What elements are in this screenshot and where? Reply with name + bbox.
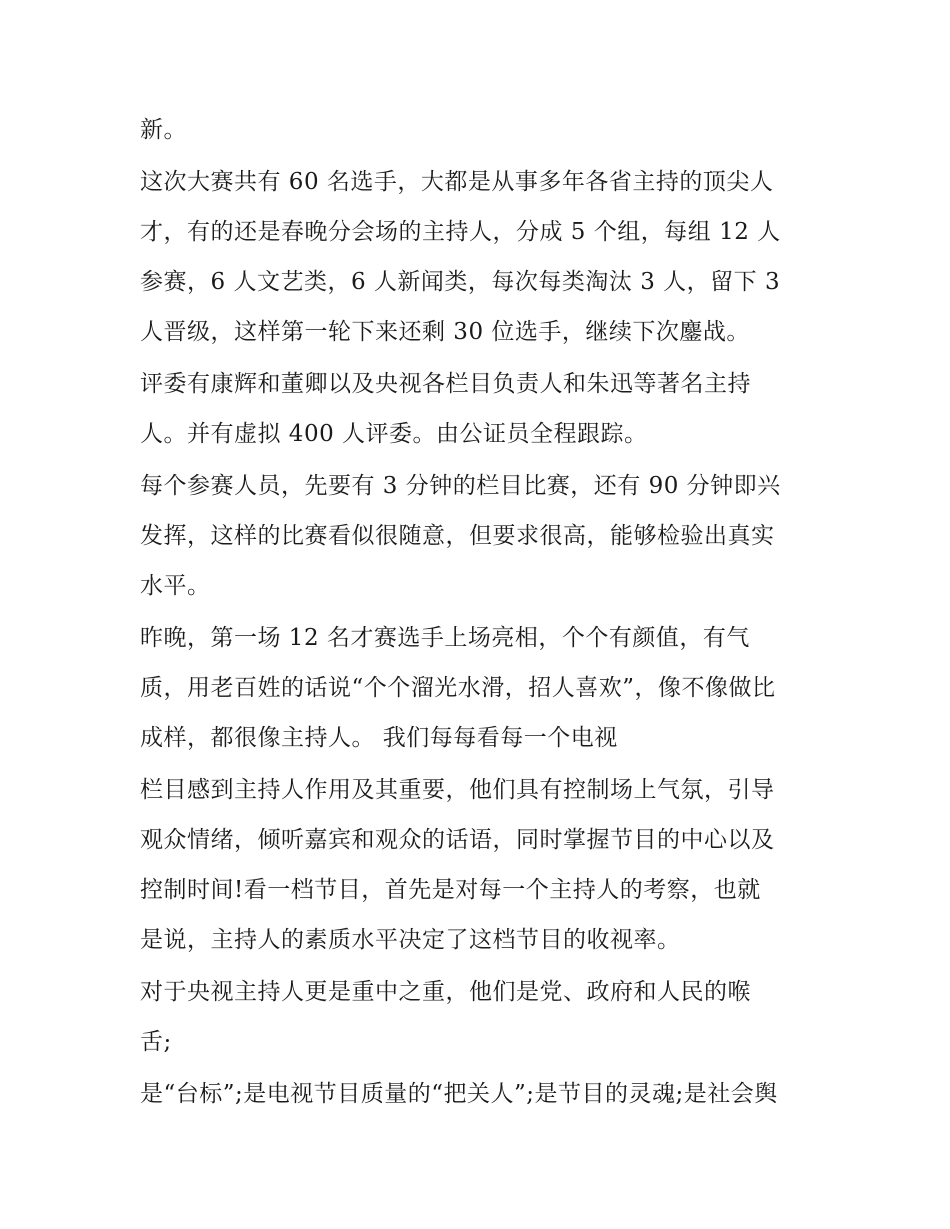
text-line: 新。 bbox=[140, 117, 187, 143]
text-line: 每个参赛人员，先要有 3 分钟的栏目比赛，还有 90 分钟即兴 bbox=[140, 473, 781, 499]
text-line: 是说，主持人的素质水平决定了这档节目的收视率。 bbox=[140, 927, 681, 953]
text-line: 对于央视主持人更是重中之重，他们是党、政府和人民的喉 bbox=[140, 979, 751, 1005]
text-line: 人晋级，这样第一轮下来还剩 30 位选手，继续下次鏖战。 bbox=[140, 319, 750, 345]
text-line: 是“台标”;是电视节目质量的“把关人”;是节目的灵魂;是社会舆 bbox=[140, 1081, 778, 1107]
text-line: 控制时间!看一档节目，首先是对每一个主持人的考察，也就 bbox=[140, 877, 761, 903]
text-line: 质，用老百姓的话说“个个溜光水滑，招人喜欢”，像不像做比 bbox=[140, 675, 776, 701]
text-line: 成样，都很像主持人。 我们每每看每一个电视 bbox=[140, 725, 618, 751]
text-line: 参赛，6 人文艺类，6 人新闻类，每次每类淘汰 3 人，留下 3 bbox=[140, 269, 781, 295]
text-line: 人。并有虚拟 400 人评委。由公证员全程跟踪。 bbox=[140, 421, 648, 447]
text-line: 水平。 bbox=[140, 573, 211, 599]
text-line: 舌; bbox=[140, 1029, 172, 1055]
text-line: 评委有康辉和董卿以及央视各栏目负责人和朱迅等著名主持 bbox=[140, 371, 751, 397]
text-line: 栏目感到主持人作用及其重要，他们具有控制场上气氛，引导 bbox=[140, 777, 775, 803]
text-line: 发挥，这样的比赛看似很随意，但要求很高，能够检验出真实 bbox=[140, 523, 775, 549]
text-line: 观众情绪，倾听嘉宾和观众的话语，同时掌握节目的中心以及 bbox=[140, 827, 775, 853]
text-line: 昨晚，第一场 12 名才赛选手上场亮相，个个有颜值，有气 bbox=[140, 625, 750, 651]
text-line: 才，有的还是春晚分会场的主持人，分成 5 个组，每组 12 人 bbox=[140, 219, 781, 245]
text-line: 这次大赛共有 60 名选手，大都是从事多年各省主持的顶尖人 bbox=[140, 169, 774, 195]
